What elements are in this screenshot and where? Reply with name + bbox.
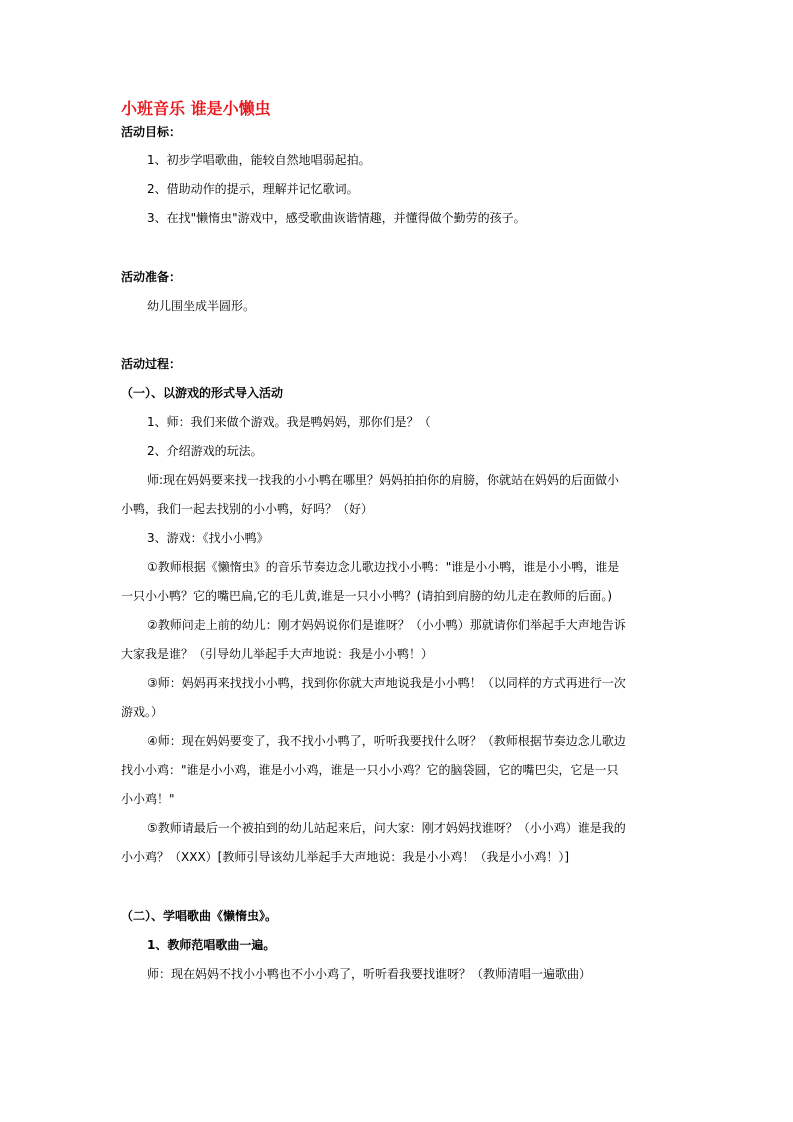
paragraph-line: 小小鸡！" [121, 792, 175, 806]
goal-item: 2、借助动作的提示，理解并记忆歌词。 [147, 182, 359, 196]
paragraph-line: 游戏。） [121, 705, 164, 719]
paragraph-line: 一只小小鸭？它的嘴巴扁,它的毛儿黄,谁是一只小小鸭？(请拍到肩膀的幼儿走在教师的后面。) [121, 589, 612, 603]
goal-item: 1、初步学唱歌曲，能较自然地唱弱起拍。 [147, 153, 371, 167]
process-heading: 活动过程： [121, 357, 182, 371]
goals-heading: 活动目标： [121, 125, 182, 139]
paragraph-line: ①教师根据《懒惰虫》的音乐节奏边念儿歌边找小小鸭："谁是小小鸭，谁是小小鸭，谁是 [147, 560, 620, 574]
paragraph-line: 大家我是谁？（引导幼儿举起手大声地说：我是小小鸭！） [121, 647, 434, 661]
document-title: 小班音乐 谁是小懒虫 [121, 99, 271, 118]
paragraph-line: 师：现在妈妈不找小小鸭也不小小鸡了，听听看我要找谁呀？（教师清唱一遍歌曲） [147, 967, 592, 981]
paragraph-line: ②教师问走上前的幼儿：刚才妈妈说你们是谁呀？（小小鸭）那就请你们举起手大声地告诉 [147, 618, 626, 632]
prep-heading: 活动准备： [121, 270, 182, 284]
paragraph-line: 找小小鸡："谁是小小鸡，谁是小小鸡，谁是一只小小鸡？它的脑袋圆，它的嘴巴尖，它是一只 [121, 763, 619, 777]
paragraph-line: ④师：现在妈妈要变了，我不找小小鸭了，听听我要找什么呀？（教师根据节奏边念儿歌边 [147, 734, 626, 748]
paragraph-line: ③师：妈妈再来找找小小鸭，找到你你就大声地说我是小小鸭！（以同样的方式再进行一次 [147, 676, 626, 690]
paragraph-line: 2、介绍游戏的玩法。 [147, 444, 263, 458]
paragraph-line: 1、师：我们来做个游戏。我是鸭妈妈，那你们是？（ [147, 415, 431, 429]
part2-heading: （二）、学唱歌曲《懒惰虫》。 [121, 909, 278, 923]
part2-subheading: 1、教师范唱歌曲一遍。 [147, 938, 276, 952]
paragraph-line: ⑤教师请最后一个被拍到的幼儿站起来后，问大家：刚才妈妈找谁呀？（小小鸡）谁是我的 [147, 821, 626, 835]
paragraph-line: 小鸭，我们一起去找别的小小鸭，好吗？（好） [121, 502, 374, 516]
paragraph-line: 小小鸡？（XXX）[教师引导该幼儿举起手大声地说：我是小小鸡！（我是小小鸡！）] [121, 850, 570, 864]
part1-heading: （一）、以游戏的形式导入活动 [121, 386, 284, 400]
goal-item: 3、在找"懒惰虫"游戏中，感受歌曲诙谐情趣，并懂得做个勤劳的孩子。 [147, 211, 526, 225]
paragraph-line: 3、游戏：《找小小鸭》 [147, 531, 269, 545]
prep-text: 幼儿围坐成半圆形。 [147, 299, 256, 313]
paragraph-line: 师:现在妈妈要来找一找我的小小鸭在哪里？妈妈拍拍你的肩膀，你就站在妈妈的后面做小 [147, 473, 620, 487]
